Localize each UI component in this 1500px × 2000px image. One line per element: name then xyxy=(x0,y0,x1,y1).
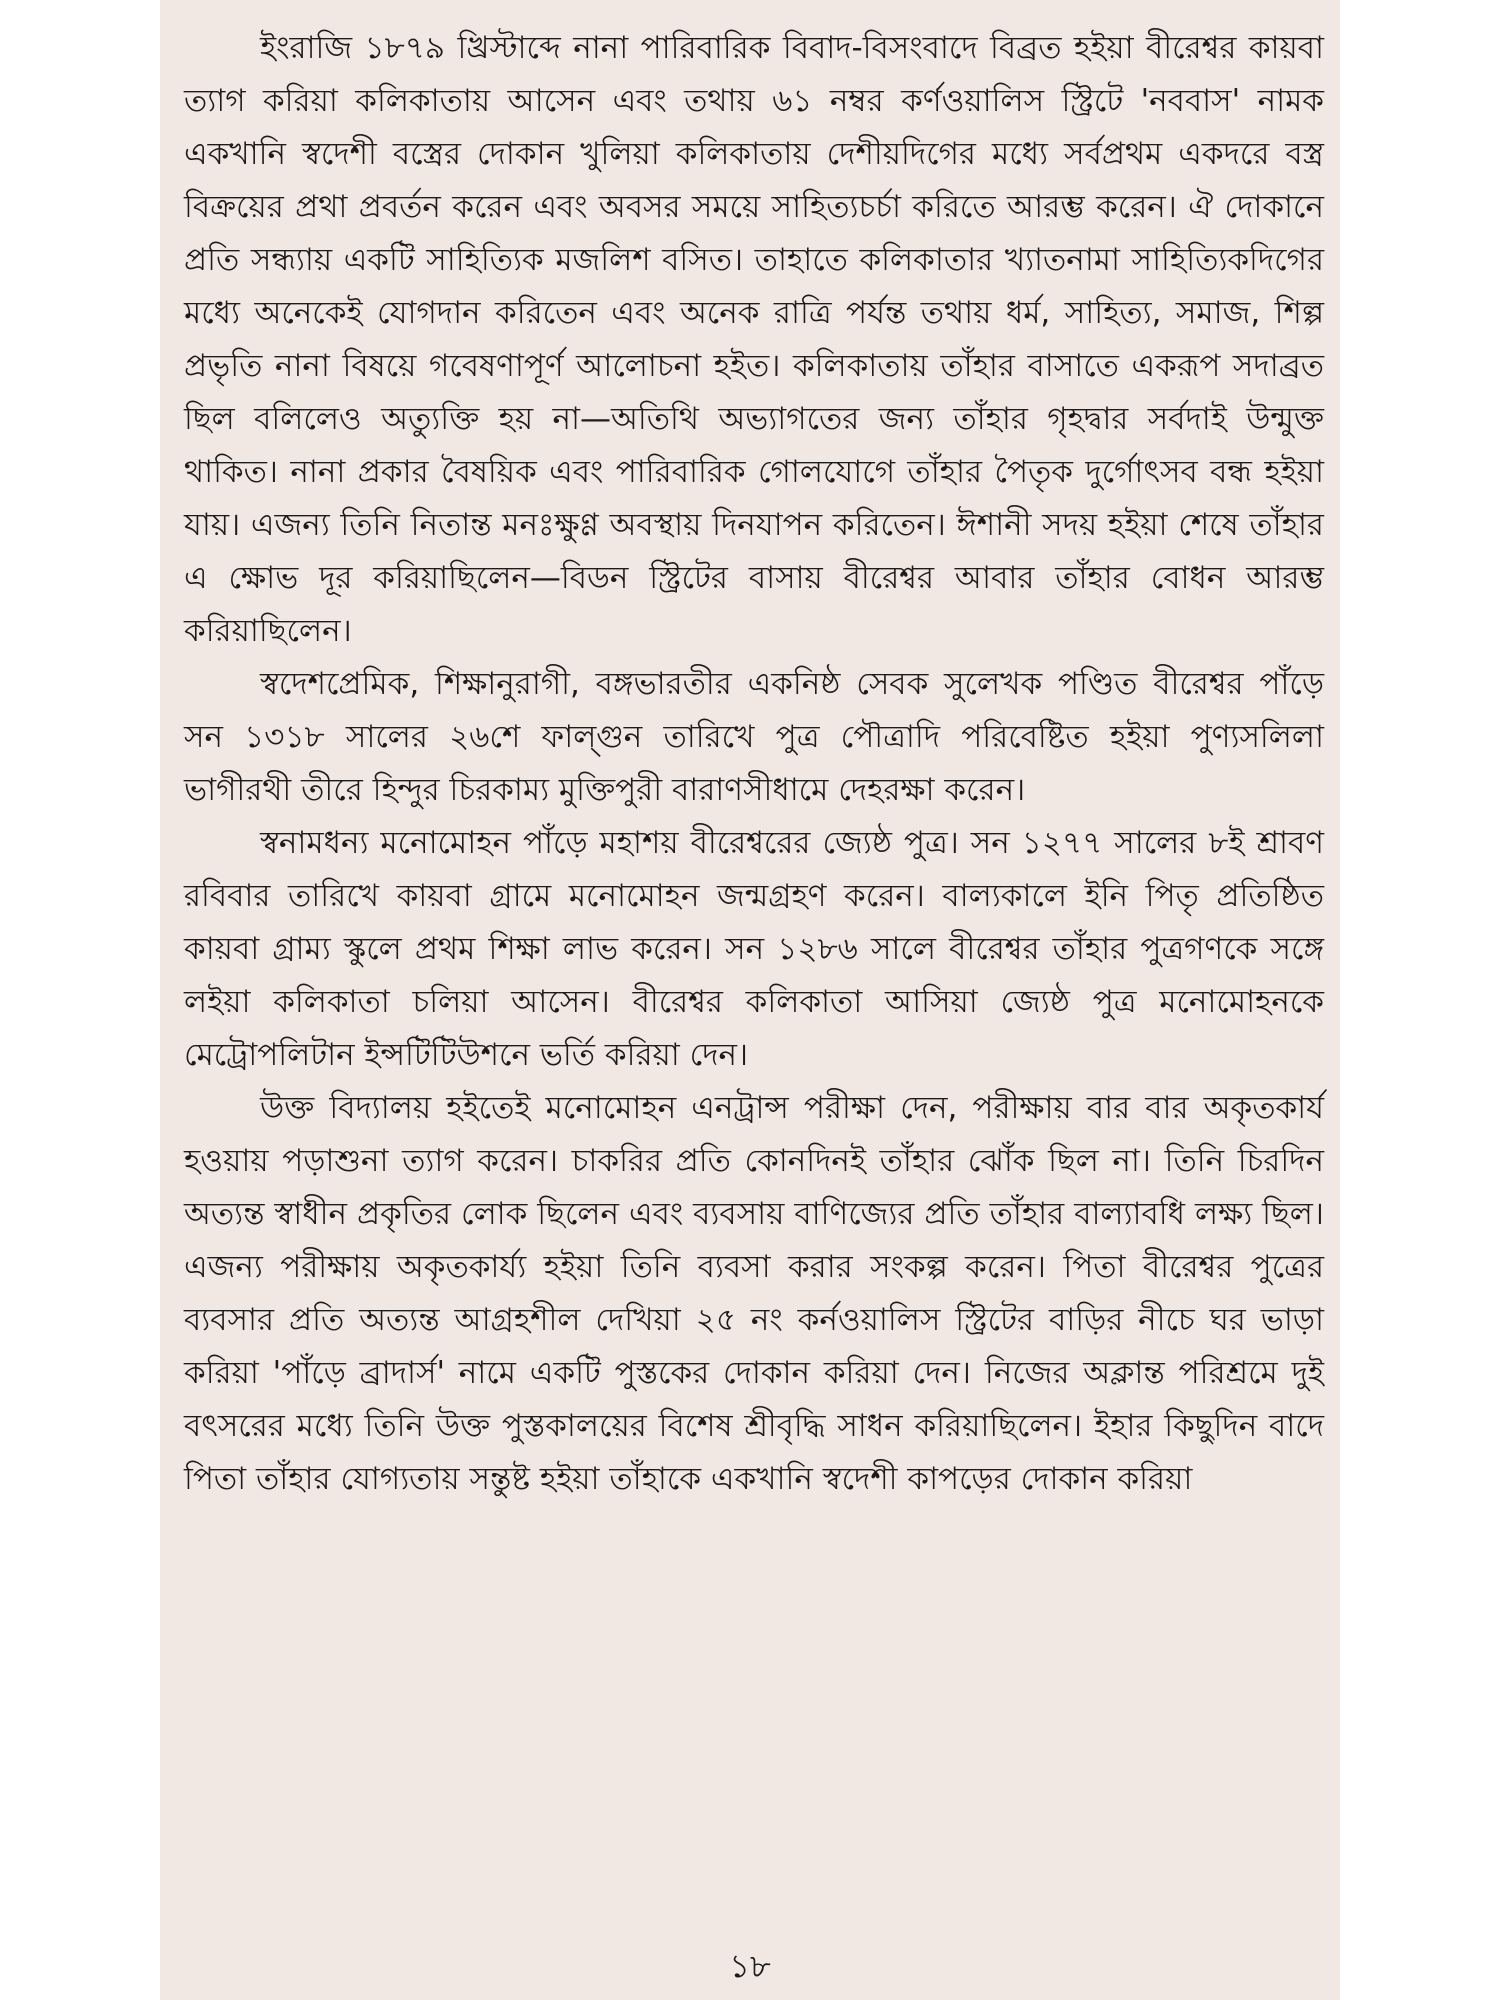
book-page xyxy=(160,0,1340,2000)
paragraph-3: স্বনামধন্য মনোমোহন পাঁড়ে মহাশয় বীরেশ্বরের জ্যেষ্ঠ পুত্র। সন ১২৭৭ সালের ৮ই শ্রাবণ রবিবার তারিখে কায়বা গ্রামে মনোমোহন জন্মগ্রহণ করেন। বাল্যকালে ইনি পিতৃ প্রতিষ্ঠিত কায়বা গ্রাম্য স্কুলে প্রথম শিক্ষা লাভ করেন। সন ১২৮৬ সালে বীরেশ্বর তাঁহার পুত্রগণকে সঙ্গে লইয়া কলিকাতা চলিয়া আসেন। বীরেশ্বর কলিকাতা আসিয়া জ্যেষ্ঠ পুত্র মনোমোহনকে মেট্রোপলিটান ইন্সটিটিউশনে ভর্তি করিয়া দেন। xyxy=(184,825,1324,1073)
paragraph-4: উক্ত বিদ্যালয় হইতেই মনোমোহন এনট্রান্স পরীক্ষা দেন, পরীক্ষায় বার বার অকৃতকার্য হওয়ায় পড়াশুনা ত্যাগ করেন। চাকরির প্রতি কোনদিনই তাঁহার ঝোঁক ছিল না। তিনি চিরদিন অত্যন্ত স্বাধীন প্রকৃতির লোক ছিলেন এবং ব্যবসায় বাণিজ্যের প্রতি তাঁহার বাল্যাবধি লক্ষ্য ছিল। এজন্য পরীক্ষায় অকৃতকার্য্য হইয়া তিনি ব্যবসা করার সংকল্প করেন। পিতা বীরেশ্বর পুত্রের ব্যবসার প্রতি অত্যন্ত আগ্রহশীল দেখিয়া ২৫ নং কর্নওয়ালিস স্ট্রিটের বাড়ির নীচে ঘর ভাড়া করিয়া 'পাঁড়ে ব্রাদার্স' নামে একটি পুস্তকের দোকান করিয়া দেন। নিজের অক্লান্ত পরিশ্রমে দুই বৎসরের মধ্যে তিনি উক্ত পুস্তকালয়ের বিশেষ শ্রীবৃদ্ধি সাধন করিয়াছিলেন। ইহার কিছুদিন বাদে পিতা তাঁহার যোগ্যতায় সন্তুষ্ট হইয়া তাঁহাকে একখানি স্বদেশী কাপড়ের দোকান করিয়া xyxy=(184,1090,1324,1497)
paragraph-1: ইংরাজি ১৮৭৯ খ্রিস্টাব্দে নানা পারিবারিক বিবাদ-বিসংবাদে বিব্রত হইয়া বীরেশ্বর কায়বা ত্যাগ করিয়া কলিকাতায় আসেন এবং তথায় ৬১ নম্বর কর্ণওয়ালিস স্ট্রিটে 'নববাস' নামক একখানি স্বদেশী বস্ত্রের দোকান খুলিয়া কলিকাতায় দেশীয়দিগের মধ্যে সর্বপ্রথম একদরে বস্ত্র বিক্রয়ের প্রথা প্রবর্তন করেন এবং অবসর সময়ে সাহিত্যচর্চা করিতে আরম্ভ করেন। ঐ দোকানে প্রতি সন্ধ্যায় একটি সাহিত্যিক মজলিশ বসিত। তাহাতে কলিকাতার খ্যাতনামা সাহিত্যিকদিগের মধ্যে অনেকেই যোগদান করিতেন এবং অনেক রাত্রি পর্যন্ত তথায় ধর্ম, সাহিত্য, সমাজ, শিল্প প্রভৃতি নানা বিষয়ে গবেষণাপূর্ণ আলোচনা হইত। কলিকাতায় তাঁহার বাসাতে একরূপ সদাব্রত ছিল বলিলেও অত্যুক্তি হয় না—অতিথি অভ্যাগতের জন্য তাঁহার গৃহদ্বার সর্বদাই উন্মুক্ত থাকিত। নানা প্রকার বৈষয়িক এবং পারিবারিক গোলযোগে তাঁহার পৈতৃক দুর্গোৎসব বন্ধ হইয়া যায়। এজন্য তিনি নিতান্ত মনঃক্ষুণ্ণ অবস্থায় দিনযাপন করিতেন। ঈশানী সদয় হইয়া শেষে তাঁহার এ ক্ষোভ দূর করিয়াছিলেন—বিডন স্ট্রিটের বাসায় বীরেশ্বর আবার তাঁহার বোধন আরম্ভ করিয়াছিলেন। xyxy=(184,30,1324,649)
paragraph-2: স্বদেশপ্রেমিক, শিক্ষানুরাগী, বঙ্গভারতীর একনিষ্ঠ সেবক সুলেখক পণ্ডিত বীরেশ্বর পাঁড়ে সন ১৩১৮ সালের ২৬শে ফাল্গুন তারিখে পুত্র পৌত্রাদি পরিবেষ্টিত হইয়া পুণ্যসলিলা ভাগীরথী তীরে হিন্দুর চিরকাম্য মুক্তিপুরী বারাণসীধামে দেহরক্ষা করেন। xyxy=(184,666,1324,808)
body-text xyxy=(184,22,1324,1506)
page-number: ১৮ xyxy=(729,1947,771,1985)
